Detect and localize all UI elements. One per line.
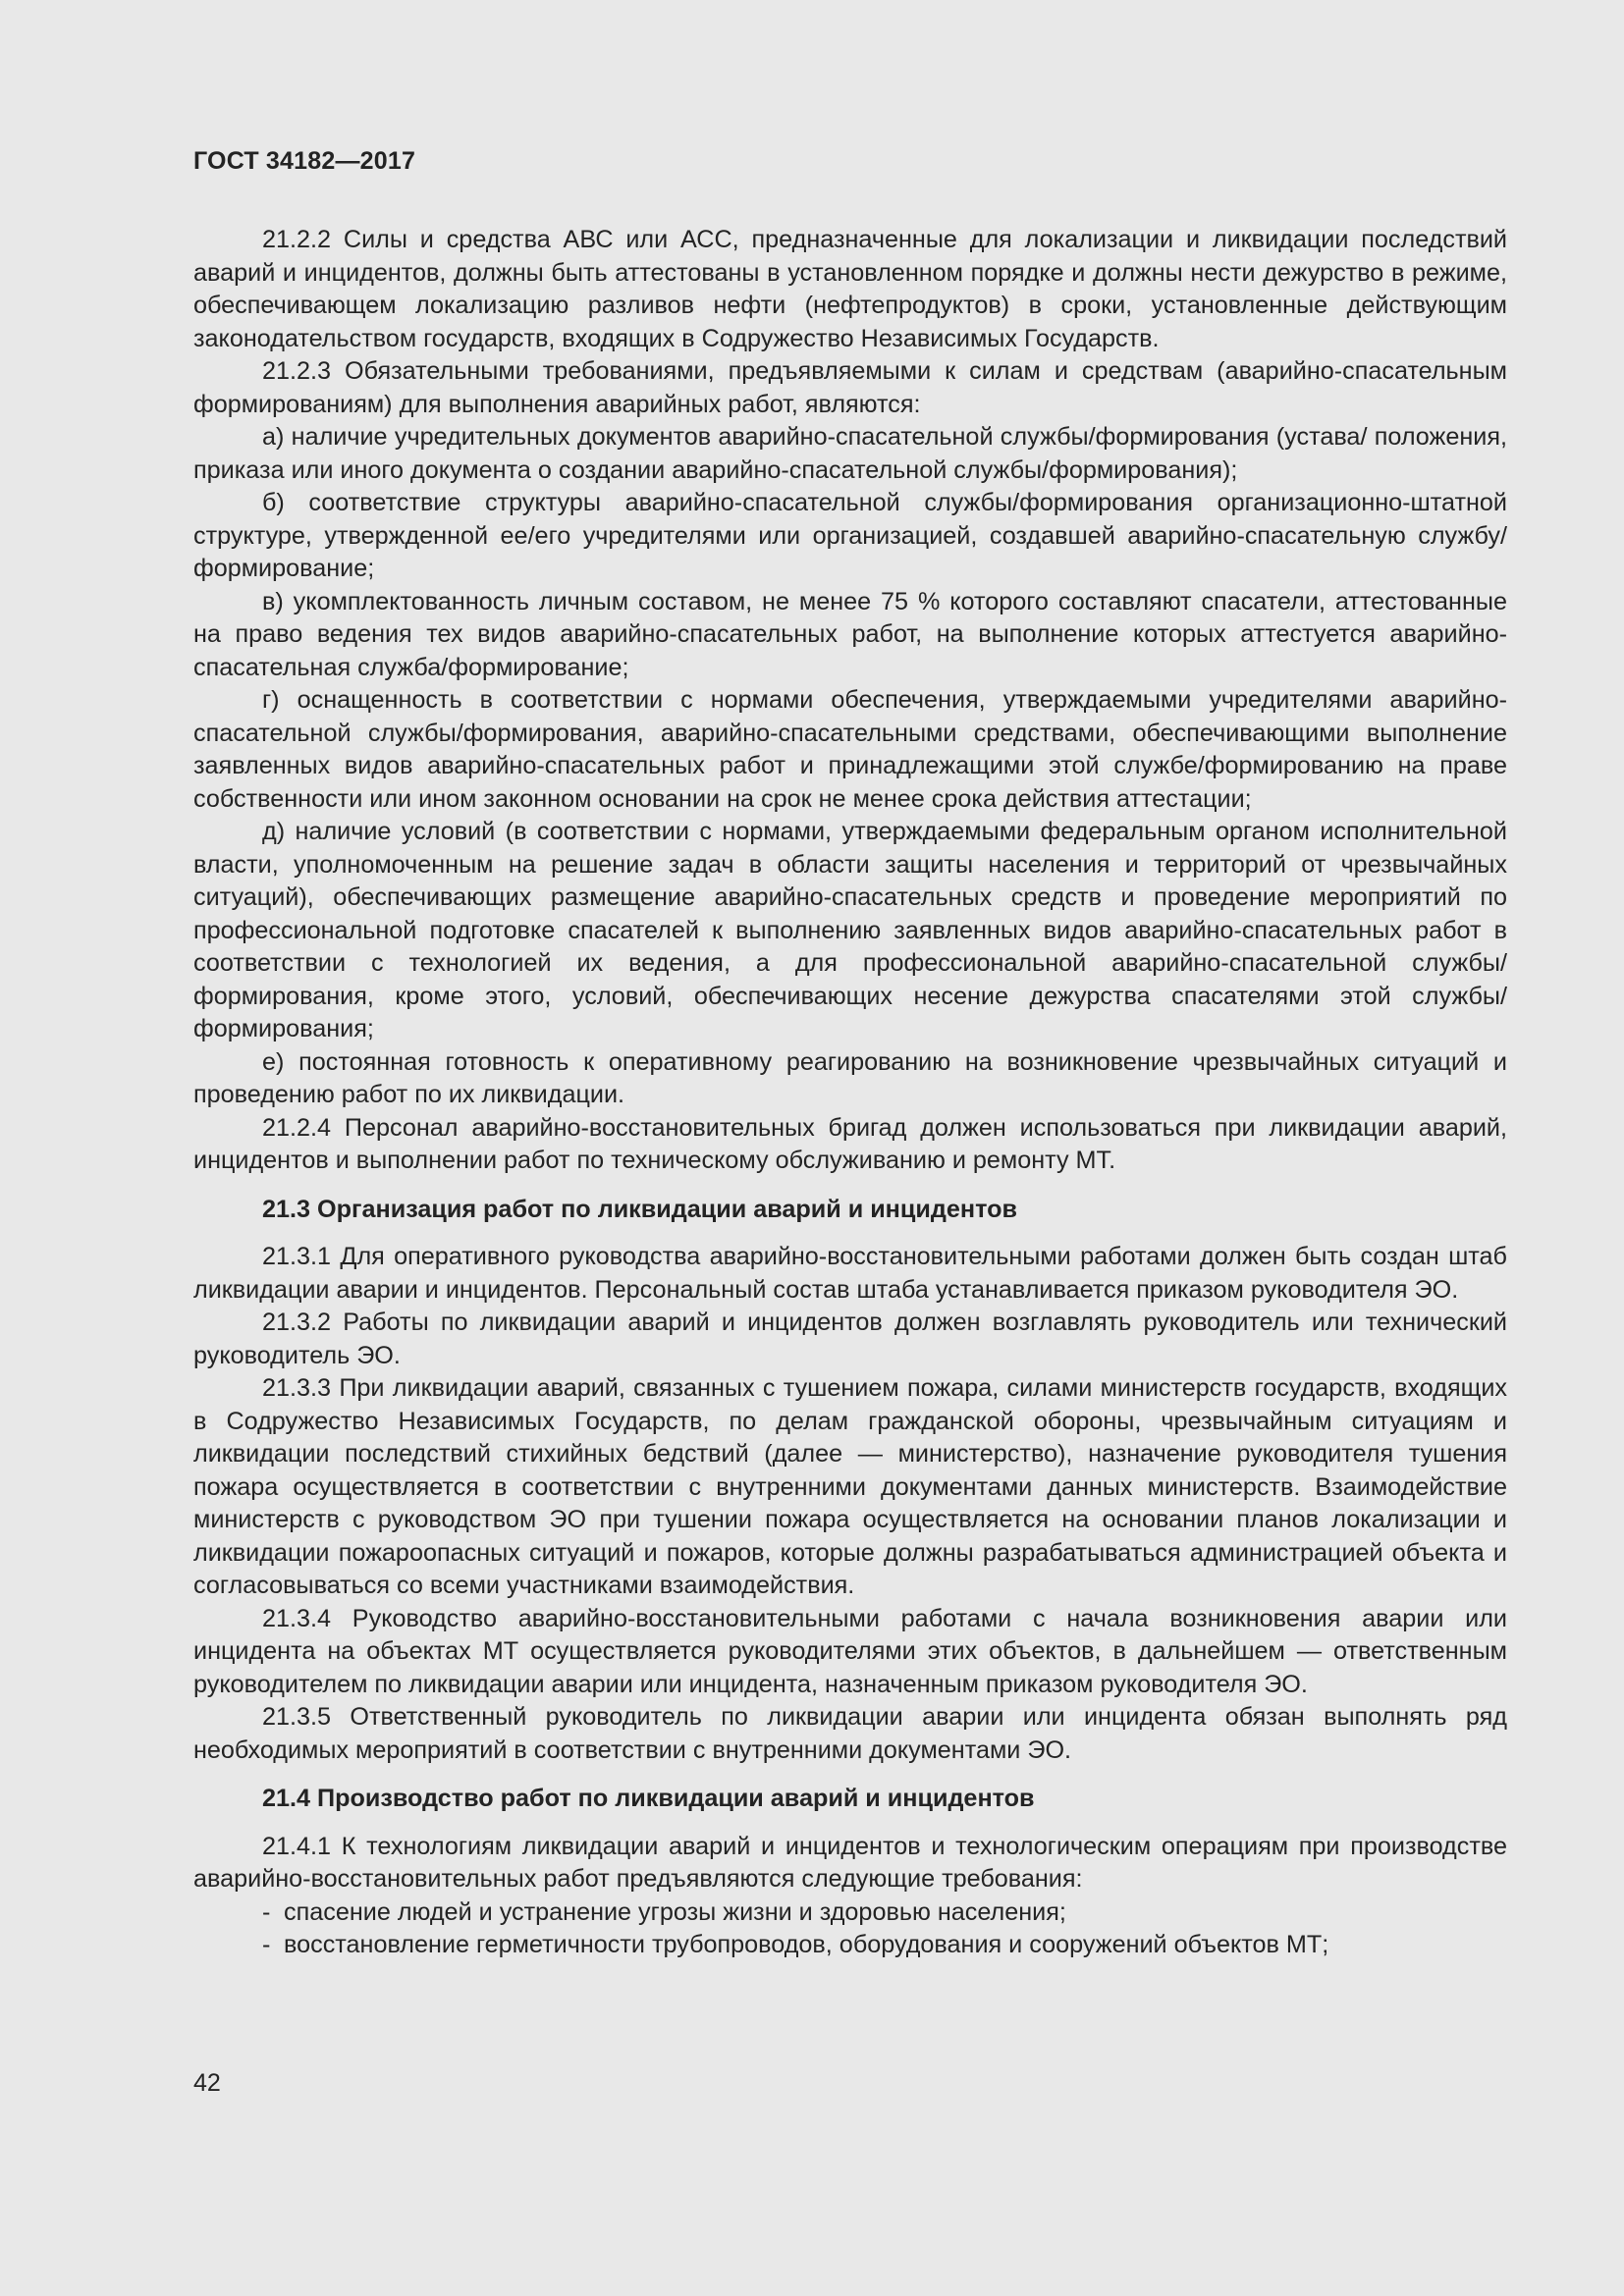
- dash-bullet: -: [262, 1931, 271, 1958]
- list-item-a: а) наличие учредительных документов аварийно-спасательной службы/формирования (устава/ положения, приказа или иного документа о создании аварийно-спасательной службы/формирования);: [193, 423, 1507, 484]
- paragraph-21-3-2: 21.3.2 Работы по ликвидации аварий и инцидентов должен возглавлять руководитель или технический руководитель ЭО.: [193, 1308, 1507, 1369]
- list-item-e: е) постоянная готовность к оперативному реагированию на возникновение чрезвычайных ситуаций и проведению работ по их ликвидации.: [193, 1047, 1507, 1108]
- dash-list-item-text: восстановление герметичности трубопроводов, оборудования и сооружений объектов МТ;: [284, 1931, 1329, 1958]
- list-item-b: б) соответствие структуры аварийно-спасательной службы/формирования организационно-штатной структуре, утвержденной ее/его учредителями или организацией, создавшей аварийно-спасательную службу/формирование;: [193, 489, 1507, 582]
- list-item-d: д) наличие условий (в соответствии с нормами, утверждаемыми федеральным органом исполнительной власти, уполномоченным на решение задач в области защиты населения и территорий от чрезвычайных ситуаций), обеспечивающих размещение аварийно-спасательных средств и проведение мероприятий по профессиональной подготовке спасателей к выполнению заявленных видов аварийно-спасательных работ в соответствии с технологией их ведения, а для профессиональной аварийно-спасательной службы/формирования, кроме этого, условий, обеспечивающих несение дежурства спасателями этой службы/формирования;: [193, 818, 1507, 1042]
- dash-list-item: [193, 1896, 1507, 1930]
- paragraph-21-2-3: 21.2.3 Обязательными требованиями, предъявляемыми к силам и средствам (аварийно-спасательным формированиям) для выполнения аварийных работ, являются:: [193, 357, 1507, 418]
- paragraph-21-2-2: 21.2.2 Силы и средства АВС или АСС, предназначенные для локализации и ликвидации последствий аварий и инцидентов, должны быть аттестованы в установленном порядке и должны нести дежурство в режиме, обеспечивающем локализацию разливов нефти (нефтепродуктов) в сроки, установленные действующим законодательством государств, входящих в Содружество Независимых Государств.: [193, 226, 1507, 352]
- document-body: [193, 224, 1507, 1962]
- dash-list-item-text: спасение людей и устранение угрозы жизни и здоровью населения;: [284, 1897, 1066, 1926]
- paragraph-21-3-3: 21.3.3 При ликвидации аварий, связанных с тушением пожара, силами министерств государств, входящих в Содружество Независимых Государств, по делам гражданской обороны, чрезвычайным ситуациям и ликвидации последствий стихийных бедствий (далее — министерство), назначение руководителя тушения пожара осуществляется в соответствии с внутренними документами данных министерств. Взаимодействие министерств с руководством ЭО при тушении пожара осуществляется на основании планов локализации и ликвидации пожароопасных ситуаций и пожаров, которые должны разрабатываться администрацией объекта и согласовываться со всеми участниками взаимодействия.: [193, 1374, 1507, 1599]
- page-number: 42: [193, 2069, 221, 2097]
- document-header: ГОСТ 34182—2017: [193, 147, 416, 175]
- list-item-g: г) оснащенность в соответствии с нормами обеспечения, утверждаемыми учредителями аварийно-спасательной службы/формирования, аварийно-спасательными средствами, обеспечивающими выполнение заявленных видов аварийно-спасательных работ и принадлежащими этой службе/формированию на праве собственности или ином законном основании на срок не менее срока действия аттестации;: [193, 686, 1507, 813]
- dash-bullet: -: [262, 1897, 271, 1926]
- paragraph-21-3-4: 21.3.4 Руководство аварийно-восстановительными работами с начала возникновения аварии или инцидента на объектах МТ осуществляется руководителями этих объектов, в дальнейшем — ответственным руководителем по ликвидации аварии или инцидента, назначенным приказом руководителя ЭО.: [193, 1604, 1507, 1698]
- paragraph-21-3-1: 21.3.1 Для оперативного руководства аварийно-восстановительными работами должен быть создан штаб ликвидации аварии и инцидентов. Персональный состав штаба устанавливается приказом руководителя ЭО.: [193, 1243, 1507, 1304]
- dash-list-item: [193, 1929, 1507, 1962]
- list-item-v: в) укомплектованность личным составом, не менее 75 % которого составляют спасатели, аттестованные на право ведения тех видов аварийно-спасательных работ, на выполнение которых аттестуется аварийно-спасательная служба/формирование;: [193, 587, 1507, 681]
- paragraph-21-3-5: 21.3.5 Ответственный руководитель по ликвидации аварии или инцидента обязан выполнять ряд необходимых мероприятий в соответствии с внутренними документами ЭО.: [193, 1703, 1507, 1764]
- paragraph-21-4-1: 21.4.1 К технологиям ликвидации аварий и инцидентов и технологическим операциям при производстве аварийно-восстановительных работ предъявляются следующие требования:: [193, 1832, 1507, 1893]
- section-heading-21-4: 21.4 Производство работ по ликвидации аварий и инцидентов: [262, 1785, 1035, 1812]
- section-heading-21-3: 21.3 Организация работ по ликвидации аварий и инцидентов: [262, 1195, 1017, 1223]
- paragraph-21-2-4: 21.2.4 Персонал аварийно-восстановительных бригад должен использоваться при ликвидации аварий, инцидентов и выполнении работ по техническому обслуживанию и ремонту МТ.: [193, 1113, 1507, 1174]
